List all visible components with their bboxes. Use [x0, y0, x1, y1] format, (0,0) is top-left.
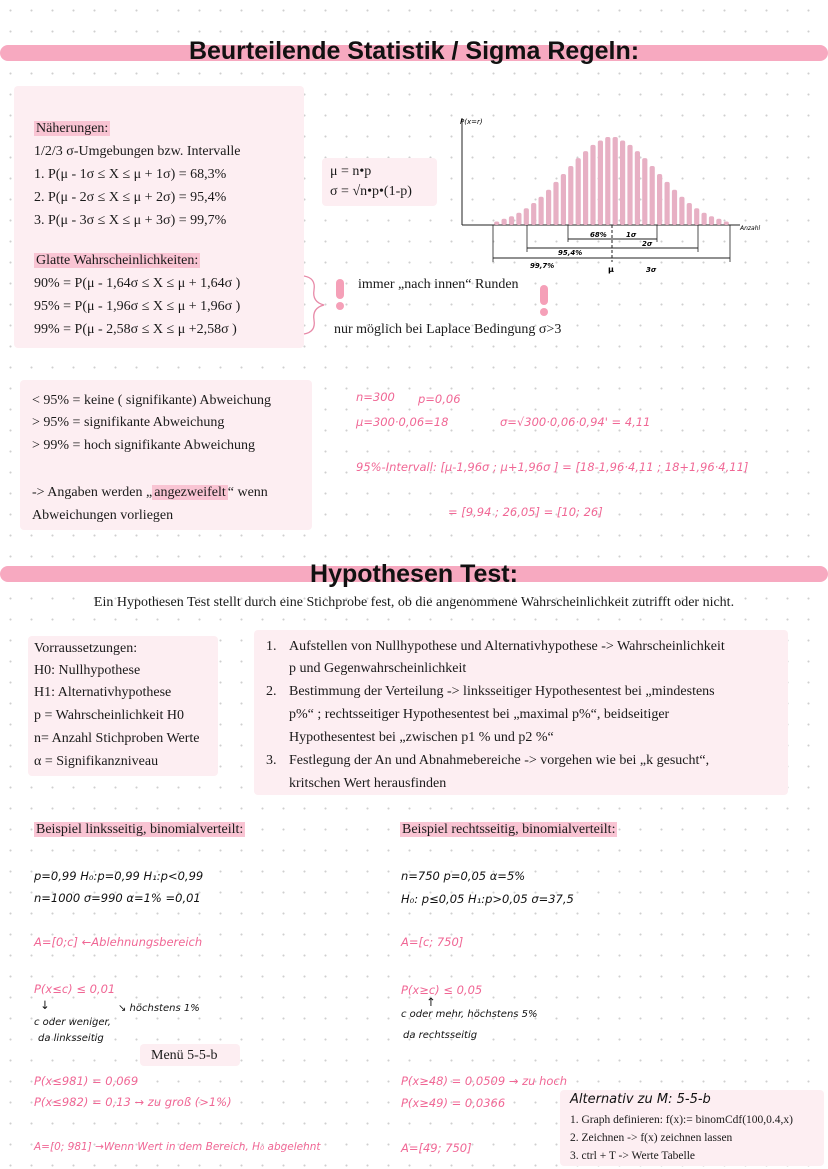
exclamation-icon-2: [538, 284, 550, 318]
alternative-heading: Alternativ zu M: 5-5-b: [570, 1092, 711, 1107]
example-sigma: σ=√300·0,06·0,94' = 4,11: [500, 415, 651, 429]
formula-sigma: σ = √n•p•(1-p): [330, 184, 412, 199]
note-laplace: nur möglich bei Laplace Bedingung σ>3: [334, 322, 562, 337]
distribution-bar: [553, 182, 558, 225]
naeherung-3: 3. P(μ - 3σ ≤ X ≤ μ + 3σ) = 99,7%: [34, 213, 227, 228]
distribution-bar: [665, 182, 670, 225]
step-3-num: 3.: [266, 753, 277, 768]
distribution-bar: [583, 151, 588, 225]
right-r1: n=750 p=0,05 α=5%: [401, 869, 526, 883]
distribution-bar: [635, 151, 640, 225]
label-2s: 2σ: [642, 240, 653, 248]
distribution-bar: [576, 158, 581, 225]
voraus-1: H0: Nullhypothese: [34, 663, 141, 678]
left-r8: P(x≤981) = 0,069: [34, 1074, 139, 1088]
label-68: 68%: [590, 231, 607, 239]
glatte-1: 90% = P(μ - 1,64σ ≤ X ≤ μ + 1,64σ ): [34, 276, 241, 291]
example-interval: 95%-Intervall: [μ-1,96σ ; μ+1,96σ ] = [18-1,96·4,11 ; 18+1,96·4,11]: [356, 460, 749, 474]
naeherungen-heading: Näherungen:: [36, 121, 109, 136]
right-r10: A=[49; 750]: [401, 1141, 472, 1155]
right-r9: P(x≥49) = 0,0366: [401, 1096, 506, 1110]
left-r4: P(x≤c) ≤ 0,01: [34, 982, 116, 996]
naeherungen-intro: 1/2/3 σ-Umgebungen bzw. Intervalle: [34, 144, 241, 159]
distribution-bar: [524, 208, 529, 225]
distribution-bar: [672, 190, 677, 225]
distribution-bar: [531, 203, 536, 225]
voraus-0: Vorraussetzungen:: [34, 641, 138, 656]
step-2-l2: p%“ ; rechtsseitiger Hypothesentest bei „maximal p%“, beidseitiger: [289, 707, 670, 722]
distribution-bar: [709, 216, 714, 225]
alternative-1: 1. Graph definieren: f(x):= binomCdf(100,0.4,x): [570, 1114, 794, 1126]
naeherung-1: 1. P(μ - 1σ ≤ X ≤ μ + 1σ) = 68,3%: [34, 167, 227, 182]
voraus-2: H1: Alternativhypothese: [34, 685, 172, 700]
step-2-l3: Hypothesentest bei „zwischen p1 % und p2 %“: [289, 730, 554, 745]
y-axis-label: P(x=r): [460, 118, 483, 126]
page-title: Beurteilende Statistik / Sigma Regeln:: [188, 37, 640, 65]
distribution-bar: [620, 141, 625, 226]
distribution-bar: [613, 137, 618, 225]
right-r6: c oder mehr, höchstens 5%: [401, 1009, 538, 1020]
distribution-bar: [509, 216, 514, 225]
step-1-l1: Aufstellen von Nullhypothese und Alternativhypothese -> Wahrscheinlichkeit: [289, 639, 725, 654]
label-1s: 1σ: [626, 231, 637, 239]
distribution-bar: [650, 166, 655, 225]
voraus-4: n= Anzahl Stichproben Werte: [34, 731, 200, 746]
distribution-bar: [687, 203, 692, 225]
distribution-bar: [657, 174, 662, 225]
exclamation-icon: [334, 278, 346, 312]
label-3s: 3σ: [646, 266, 657, 274]
abweichung-2: > 95% = signifikante Abweichung: [32, 415, 225, 430]
distribution-bar: [568, 166, 573, 225]
right-r3: A=[c; 750]: [401, 935, 464, 949]
distribution-bar: [627, 145, 632, 225]
angaben-line: -> Angaben werden „ angezweifelt “ wenn: [32, 485, 268, 500]
example-result: = [9,94 ; 26,05] = [10; 26]: [448, 505, 603, 519]
step-2-l1: Bestimmung der Verteilung -> linksseitiger Hypothesentest bei „mindestens: [289, 684, 715, 699]
example-mu: μ=300·0,06=18: [356, 415, 449, 429]
right-example-heading: Beispiel rechtsseitig, binomialverteilt:: [402, 822, 616, 837]
glatte-3: 99% = P(μ - 2,58σ ≤ X ≤ μ +2,58σ ): [34, 322, 237, 337]
distribution-bar: [694, 208, 699, 225]
distribution-bar: [642, 158, 647, 225]
alternative-2: 2. Zeichnen -> f(x) zeichnen lassen: [570, 1132, 733, 1144]
voraus-3: p = Wahrscheinlichkeit H0: [34, 708, 184, 723]
glatte-heading: Glatte Wahrscheinlichkeiten:: [36, 253, 199, 268]
distribution-bar: [679, 197, 684, 225]
distribution-bar: [605, 137, 610, 225]
left-r9: P(x≤982) = 0,13 → zu groß (>1%): [34, 1095, 232, 1109]
x-axis-label: Anzahl: [740, 225, 761, 232]
step-1-l2: p und Gegenwahrscheinlichkeit: [289, 661, 467, 676]
left-r3: A=[0;c] ←Ablehnungsbereich: [34, 935, 203, 949]
step-3-l2: kritschen Wert herausfinden: [289, 776, 447, 791]
hypothesen-intro: Ein Hypothesen Test stellt durch eine Stichprobe fest, ob die angenommene Wahrscheinlichkeit zutrifft oder nicht.: [93, 595, 735, 610]
distribution-bar: [516, 213, 521, 225]
left-r10: A=[0; 981] →Wenn Wert in dem Bereich, H₀ abgelehnt: [34, 1141, 321, 1153]
step-3-l1: Festlegung der An und Abnahmebereiche -> vorgehen wie bei „k gesucht“,: [289, 753, 710, 768]
right-r7: da rechtsseitig: [403, 1030, 478, 1041]
distribution-bar: [546, 190, 551, 225]
abweichung-3: > 99% = hoch signifikante Abweichung: [32, 438, 256, 453]
example-p: p=0,06: [418, 392, 461, 406]
angaben-line-2: Abweichungen vorliegen: [32, 508, 174, 523]
distribution-graph: [450, 112, 770, 277]
glatte-2: 95% = P(μ - 1,96σ ≤ X ≤ μ + 1,96σ ): [34, 299, 241, 314]
distribution-bar: [716, 219, 721, 225]
note-runden: immer „nach innen“ Runden: [358, 277, 519, 292]
left-r1: p=0,99 H₀:p=0,99 H₁:p<0,99: [34, 869, 204, 883]
distribution-bar: [494, 222, 499, 226]
distribution-bar: [590, 145, 595, 225]
step-1-num: 1.: [266, 639, 277, 654]
section-title-hypothesen: Hypothesen Test:: [310, 560, 518, 588]
left-r2: n=1000 σ=990 α=1% =0,01: [34, 891, 201, 905]
abweichung-1: < 95% = keine ( signifikante) Abweichung: [32, 393, 271, 408]
left-r7: da linksseitig: [38, 1033, 104, 1044]
naeherung-2: 2. P(μ - 2σ ≤ X ≤ μ + 2σ) = 95,4%: [34, 190, 227, 205]
distribution-bar: [598, 141, 603, 226]
label-954: 95,4%: [558, 249, 583, 257]
distribution-bar: [502, 219, 507, 225]
brace-icon: [300, 272, 330, 338]
voraus-5: α = Signifikanzniveau: [34, 754, 159, 769]
menu-label: Menü 5-5-b: [151, 1048, 218, 1063]
distribution-bar: [702, 213, 707, 225]
alternative-3: 3. ctrl + T -> Werte Tabelle: [570, 1150, 696, 1162]
label-997: 99,7%: [530, 262, 555, 270]
right-r4: P(x≥c) ≤ 0,05: [401, 983, 483, 997]
right-r8: P(x≥48) = 0,0509 → zu hoch: [401, 1074, 568, 1088]
label-mu: μ: [608, 265, 614, 274]
left-r5a: ↓: [40, 998, 50, 1012]
left-r6: c oder weniger,: [34, 1017, 111, 1028]
left-r5b: ↘ höchstens 1%: [118, 1003, 200, 1014]
distribution-bar: [539, 197, 544, 225]
step-2-num: 2.: [266, 684, 277, 699]
right-r2: H₀: p≤0,05 H₁:p>0,05 σ=37,5: [401, 892, 574, 906]
distribution-bar: [724, 222, 729, 226]
distribution-bar: [561, 174, 566, 225]
example-n: n=300: [356, 390, 395, 404]
right-r5a: ↑: [426, 995, 436, 1009]
formula-mu: μ = n•p: [330, 164, 372, 179]
left-example-heading: Beispiel linksseitig, binomialverteilt:: [36, 822, 244, 837]
